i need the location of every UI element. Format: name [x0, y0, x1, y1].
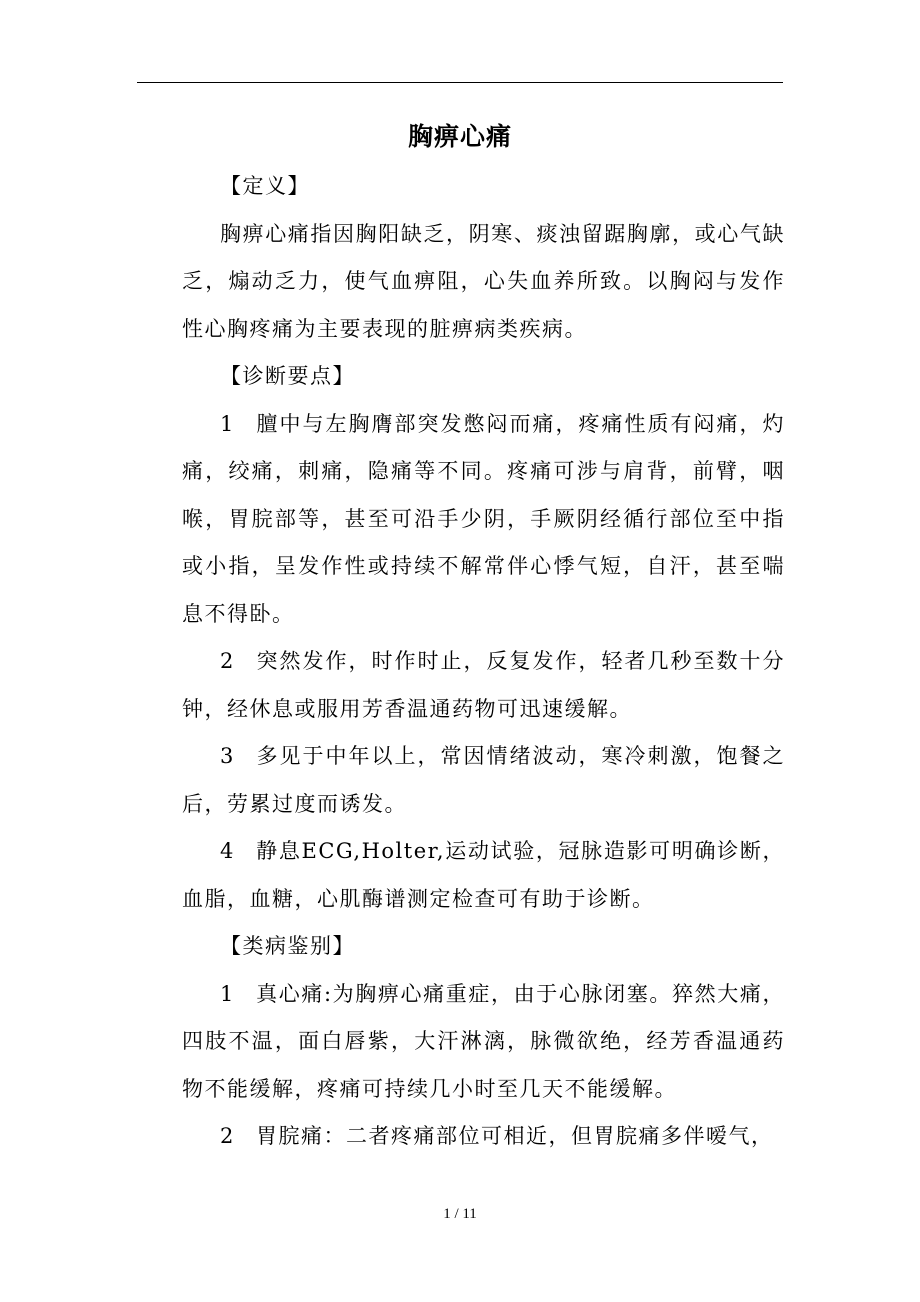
item-text: 多见于中年以上，常因情绪波动，寒冷刺激，饱餐之后，劳累过度而诱发。: [182, 744, 785, 816]
item-text: 突然发作，时作时止，反复发作，轻者几秒至数十分钟，经休息或服用芳香温通药物可迅速缓解。: [182, 649, 785, 721]
item-number: 2: [220, 649, 235, 673]
header-rule: [137, 82, 783, 83]
diagnosis-item: [182, 828, 785, 923]
item-number: 2: [220, 1124, 235, 1148]
item-number: 4: [220, 839, 235, 863]
item-text: 静息ECG,Holter,运动试验，冠脉造影可明确诊断，血脂，血糖，心肌酶谱测定检查可有助于诊断。: [182, 839, 785, 911]
differential-heading: 【类病鉴别】: [220, 934, 355, 958]
document-body: [182, 163, 785, 1161]
diagnosis-item: [182, 733, 785, 828]
definition-text: 胸痹心痛指因胸阳缺乏，阴寒、痰浊留踞胸廓，或心气缺乏，煽动乏力，使气血痹阻，心失血养所致。以胸闷与发作性心胸疼痛为主要表现的脏痹病类疾病。: [182, 221, 785, 341]
item-text: 膻中与左胸膺部突发憋闷而痛，疼痛性质有闷痛，灼痛，绞痛，刺痛，隐痛等不同。疼痛可涉与肩背，前臂，咽喉，胃脘部等，甚至可沿手少阴，手厥阴经循行部位至中指或小指，呈发作性或持续不解常伴心悸气短，自汗，甚至喘息不得卧。: [182, 411, 785, 626]
differential-item: [182, 971, 785, 1114]
item-text: 真心痛:为胸痹心痛重症，由于心脉闭塞。猝然大痛，四肢不温，面白唇紫，大汗淋漓，脉微欲绝，经芳香温通药物不能缓解，疼痛可持续几小时至几天不能缓解。: [182, 981, 785, 1101]
item-number: 3: [220, 744, 235, 768]
item-number: 1: [220, 981, 235, 1006]
definition-heading: 【定义】: [220, 174, 310, 198]
item-number: 1: [220, 411, 235, 436]
diagnosis-heading: 【诊断要点】: [220, 364, 355, 388]
page-title: 胸痹心痛: [407, 122, 512, 151]
differential-item: [182, 1113, 785, 1161]
diagnosis-item: [182, 638, 785, 733]
diagnosis-item: [182, 401, 785, 639]
item-text: 胃脘痛：二者疼痛部位可相近，但胃脘痛多伴嗳气，: [256, 1124, 774, 1148]
page-number: 1 / 11: [443, 1206, 477, 1222]
